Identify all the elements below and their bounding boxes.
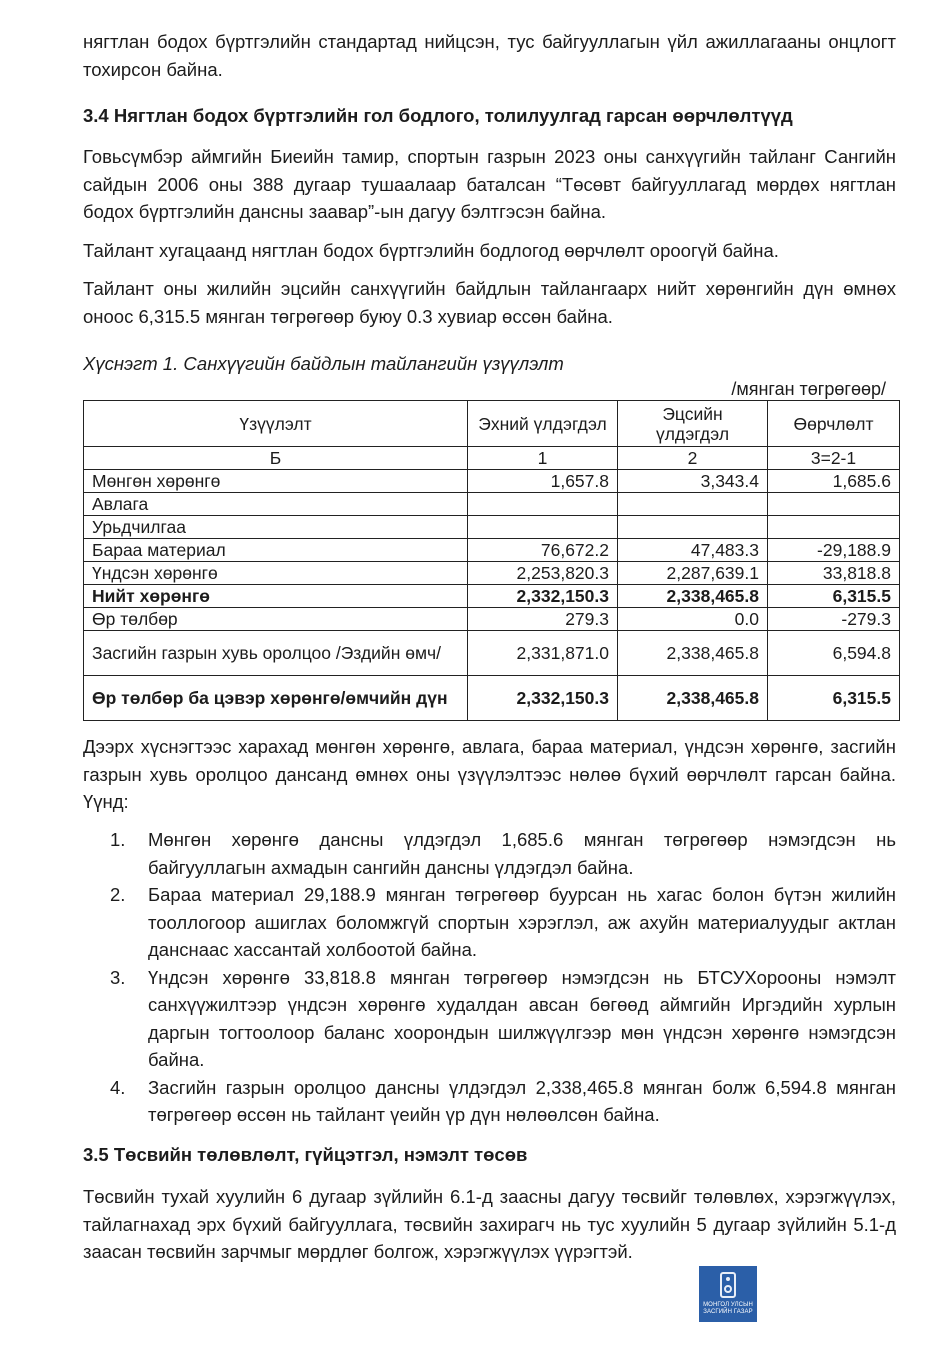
row-start: 279.3	[468, 608, 618, 631]
row-change: -29,188.9	[768, 539, 900, 562]
subheader-cell: 2	[618, 447, 768, 470]
list-text: Бараа материал 29,188.9 мянган төгрөгөөр буурсан нь хагас болон бүтэн жилийн тооллогоор ашиглах боломжгүй спортын хэрэглэл, аж ахуйн материалуудыг актлан данснаас хассантай холбоотой байна.	[148, 884, 896, 960]
list-item	[110, 964, 896, 1074]
row-label: Бараа материал	[84, 539, 468, 562]
row-end: 2,338,465.8	[618, 585, 768, 608]
row-change: 6,315.5	[768, 585, 900, 608]
table-header-row	[84, 401, 900, 447]
section-3-5-paragraph: Төсвийн тухай хуулийн 6 дугаар зүйлийн 6.1-д заасны дагуу төсвийг төлөвлөх, хэрэгжүүлэх, тайлагнахад эрх бүхий байгууллага, төсвийн захирагч нь тус хуулийн 5 дугаар зүйлийн 5.1-д заасан төсвийн зарчмыг мөрдлөг болгож, хэрэгжүүлэх үүрэгтэй.	[83, 1186, 896, 1262]
header-end-balance: Эцсийн үлдэгдэл	[618, 401, 768, 447]
financial-position-table	[83, 400, 900, 721]
changes-list	[110, 826, 896, 1129]
row-start: 76,672.2	[468, 539, 618, 562]
row-end	[618, 493, 768, 516]
logo-text	[699, 1302, 757, 1316]
table-row	[84, 631, 900, 676]
header-change: Өөрчлөлт	[768, 401, 900, 447]
row-label: Урьдчилгаа	[84, 516, 468, 539]
row-end: 0.0	[618, 608, 768, 631]
header-indicator: Үзүүлэлт	[84, 401, 468, 447]
table-subheader-row	[84, 447, 900, 470]
table-row	[84, 539, 900, 562]
row-start	[468, 516, 618, 539]
row-label: Өр төлбөр ба цэвэр хөрөнгө/өмчийн дүн	[84, 676, 468, 721]
list-number: 2.	[110, 884, 126, 905]
row-change: -279.3	[768, 608, 900, 631]
row-label: Мөнгөн хөрөнгө	[84, 470, 468, 493]
list-number: 1.	[110, 829, 126, 850]
row-start: 1,657.8	[468, 470, 618, 493]
list-number: 4.	[110, 1076, 126, 1098]
row-label: Засгийн газрын хувь оролцоо /Эздийн өмч/	[84, 631, 468, 676]
row-end: 3,343.4	[618, 470, 768, 493]
section-3-4-paragraph-1: Говьсүмбэр аймгийн Биеийн тамир, спортын газрын 2023 оны санхүүгийн тайланг Сангийн сайдын 2006 оны 388 дугаар тушаалаар баталсан “Төсөвт байгууллагад мөрдөх нягтлан бодох бүртгэлийн дансны заавар”-ын дагуу бэлтгэсэн байна.	[83, 146, 896, 222]
table-row	[84, 608, 900, 631]
header-start-balance: Эхний үлдэгдэл	[468, 401, 618, 447]
section-3-4-heading: 3.4 Нягтлан бодох бүртгэлийн гол бодлого, толилуулгад гарсан өөрчлөлтүүд	[83, 105, 793, 126]
table-caption: Хүснэгт 1. Санхүүгийн байдлын тайлангийн үзүүлэлт	[83, 353, 564, 374]
list-item	[110, 1074, 896, 1129]
government-seal-logo	[699, 1266, 757, 1322]
row-change	[768, 493, 900, 516]
list-number: 3.	[110, 966, 126, 988]
table-row-total-liabilities-equity	[84, 676, 900, 721]
table-row	[84, 516, 900, 539]
row-label: Өр төлбөр	[84, 608, 468, 631]
row-end: 2,338,465.8	[618, 676, 768, 721]
row-end: 47,483.3	[618, 539, 768, 562]
row-label: Нийт хөрөнгө	[84, 585, 468, 608]
list-text: Үндсэн хөрөнгө 33,818.8 мянган төгрөгөөр нэмэгдсэн нь БТСУХорооны нэмэлт санхүүжилтээр үндсэн хөрөнгө худалдан авсан бөгөөд аймгийн Иргэдийн хурлын даргын тогтоолоор баланс хоорондын шилжүүлгээр мөн үндсэн хөрөнгө нэмэгдсэн байна.	[148, 966, 896, 1070]
after-table-paragraph: Дээрх хүснэгтээс харахад мөнгөн хөрөнгө, авлага, бараа материал, үндсэн хөрөнгө, засгийн газрын хувь оролцоо дансанд өмнөх оны үзүүлэлтээс нөлөө бүхий өөрчлөлт гарсан байна. Үүнд:	[83, 736, 896, 812]
intro-paragraph: нягтлан бодох бүртгэлийн стандартад нийцсэн, тус байгууллагын үйл ажиллагааны онцлогт тохирсон байна.	[83, 31, 896, 80]
row-change: 33,818.8	[768, 562, 900, 585]
row-end: 2,287,639.1	[618, 562, 768, 585]
row-end: 2,338,465.8	[618, 631, 768, 676]
subheader-cell: Б	[84, 447, 468, 470]
table-row-total-assets	[84, 585, 900, 608]
row-start: 2,253,820.3	[468, 562, 618, 585]
logo-line-2: ЗАСГИЙН ГАЗАР	[703, 1309, 753, 1315]
table-row	[84, 470, 900, 493]
row-change	[768, 516, 900, 539]
list-item	[110, 826, 896, 881]
row-start: 2,332,150.3	[468, 585, 618, 608]
section-3-5-heading: 3.5 Төсвийн төлөвлөлт, гүйцэтгэл, нэмэлт төсөв	[83, 1144, 528, 1165]
section-3-4-paragraph-2: Тайлант хугацаанд нягтлан бодох бүртгэлийн бодлогод өөрчлөлт ороогүй байна.	[83, 240, 779, 261]
list-text: Засгийн газрын оролцоо дансны үлдэгдэл 2,338,465.8 мянган болж 6,594.8 мянган төгрөгөөр өссөн нь тайлант үеийн үр дүн нөлөөлсөн байна.	[148, 1076, 896, 1125]
row-start: 2,331,871.0	[468, 631, 618, 676]
soyombo-icon	[720, 1272, 736, 1298]
table-unit: /мянган төгрөгөөр/	[731, 379, 886, 399]
section-3-4-paragraph-3: Тайлант оны жилийн эцсийн санхүүгийн байдлын тайлангаарх нийт хөрөнгийн дүн өмнөх оноос 6,315.5 мянган төгрөгөөр буюу 0.3 хувиар өссөн байна.	[83, 278, 896, 327]
row-label: Авлага	[84, 493, 468, 516]
row-change: 1,685.6	[768, 470, 900, 493]
table-row	[84, 562, 900, 585]
logo-line-1: МОНГОЛ УЛСЫН	[703, 1302, 753, 1308]
subheader-cell: 3=2-1	[768, 447, 900, 470]
row-change: 6,315.5	[768, 676, 900, 721]
row-start: 2,332,150.3	[468, 676, 618, 721]
row-start	[468, 493, 618, 516]
subheader-cell: 1	[468, 447, 618, 470]
table-row	[84, 493, 900, 516]
row-change: 6,594.8	[768, 631, 900, 676]
row-end	[618, 516, 768, 539]
list-item	[110, 881, 896, 964]
list-text: Мөнгөн хөрөнгө дансны үлдэгдэл 1,685.6 мянган төгрөгөөр нэмэгдсэн нь байгууллагын ахмадын сангийн дансны үлдэгдэл байна.	[148, 829, 896, 878]
row-label: Үндсэн хөрөнгө	[84, 562, 468, 585]
